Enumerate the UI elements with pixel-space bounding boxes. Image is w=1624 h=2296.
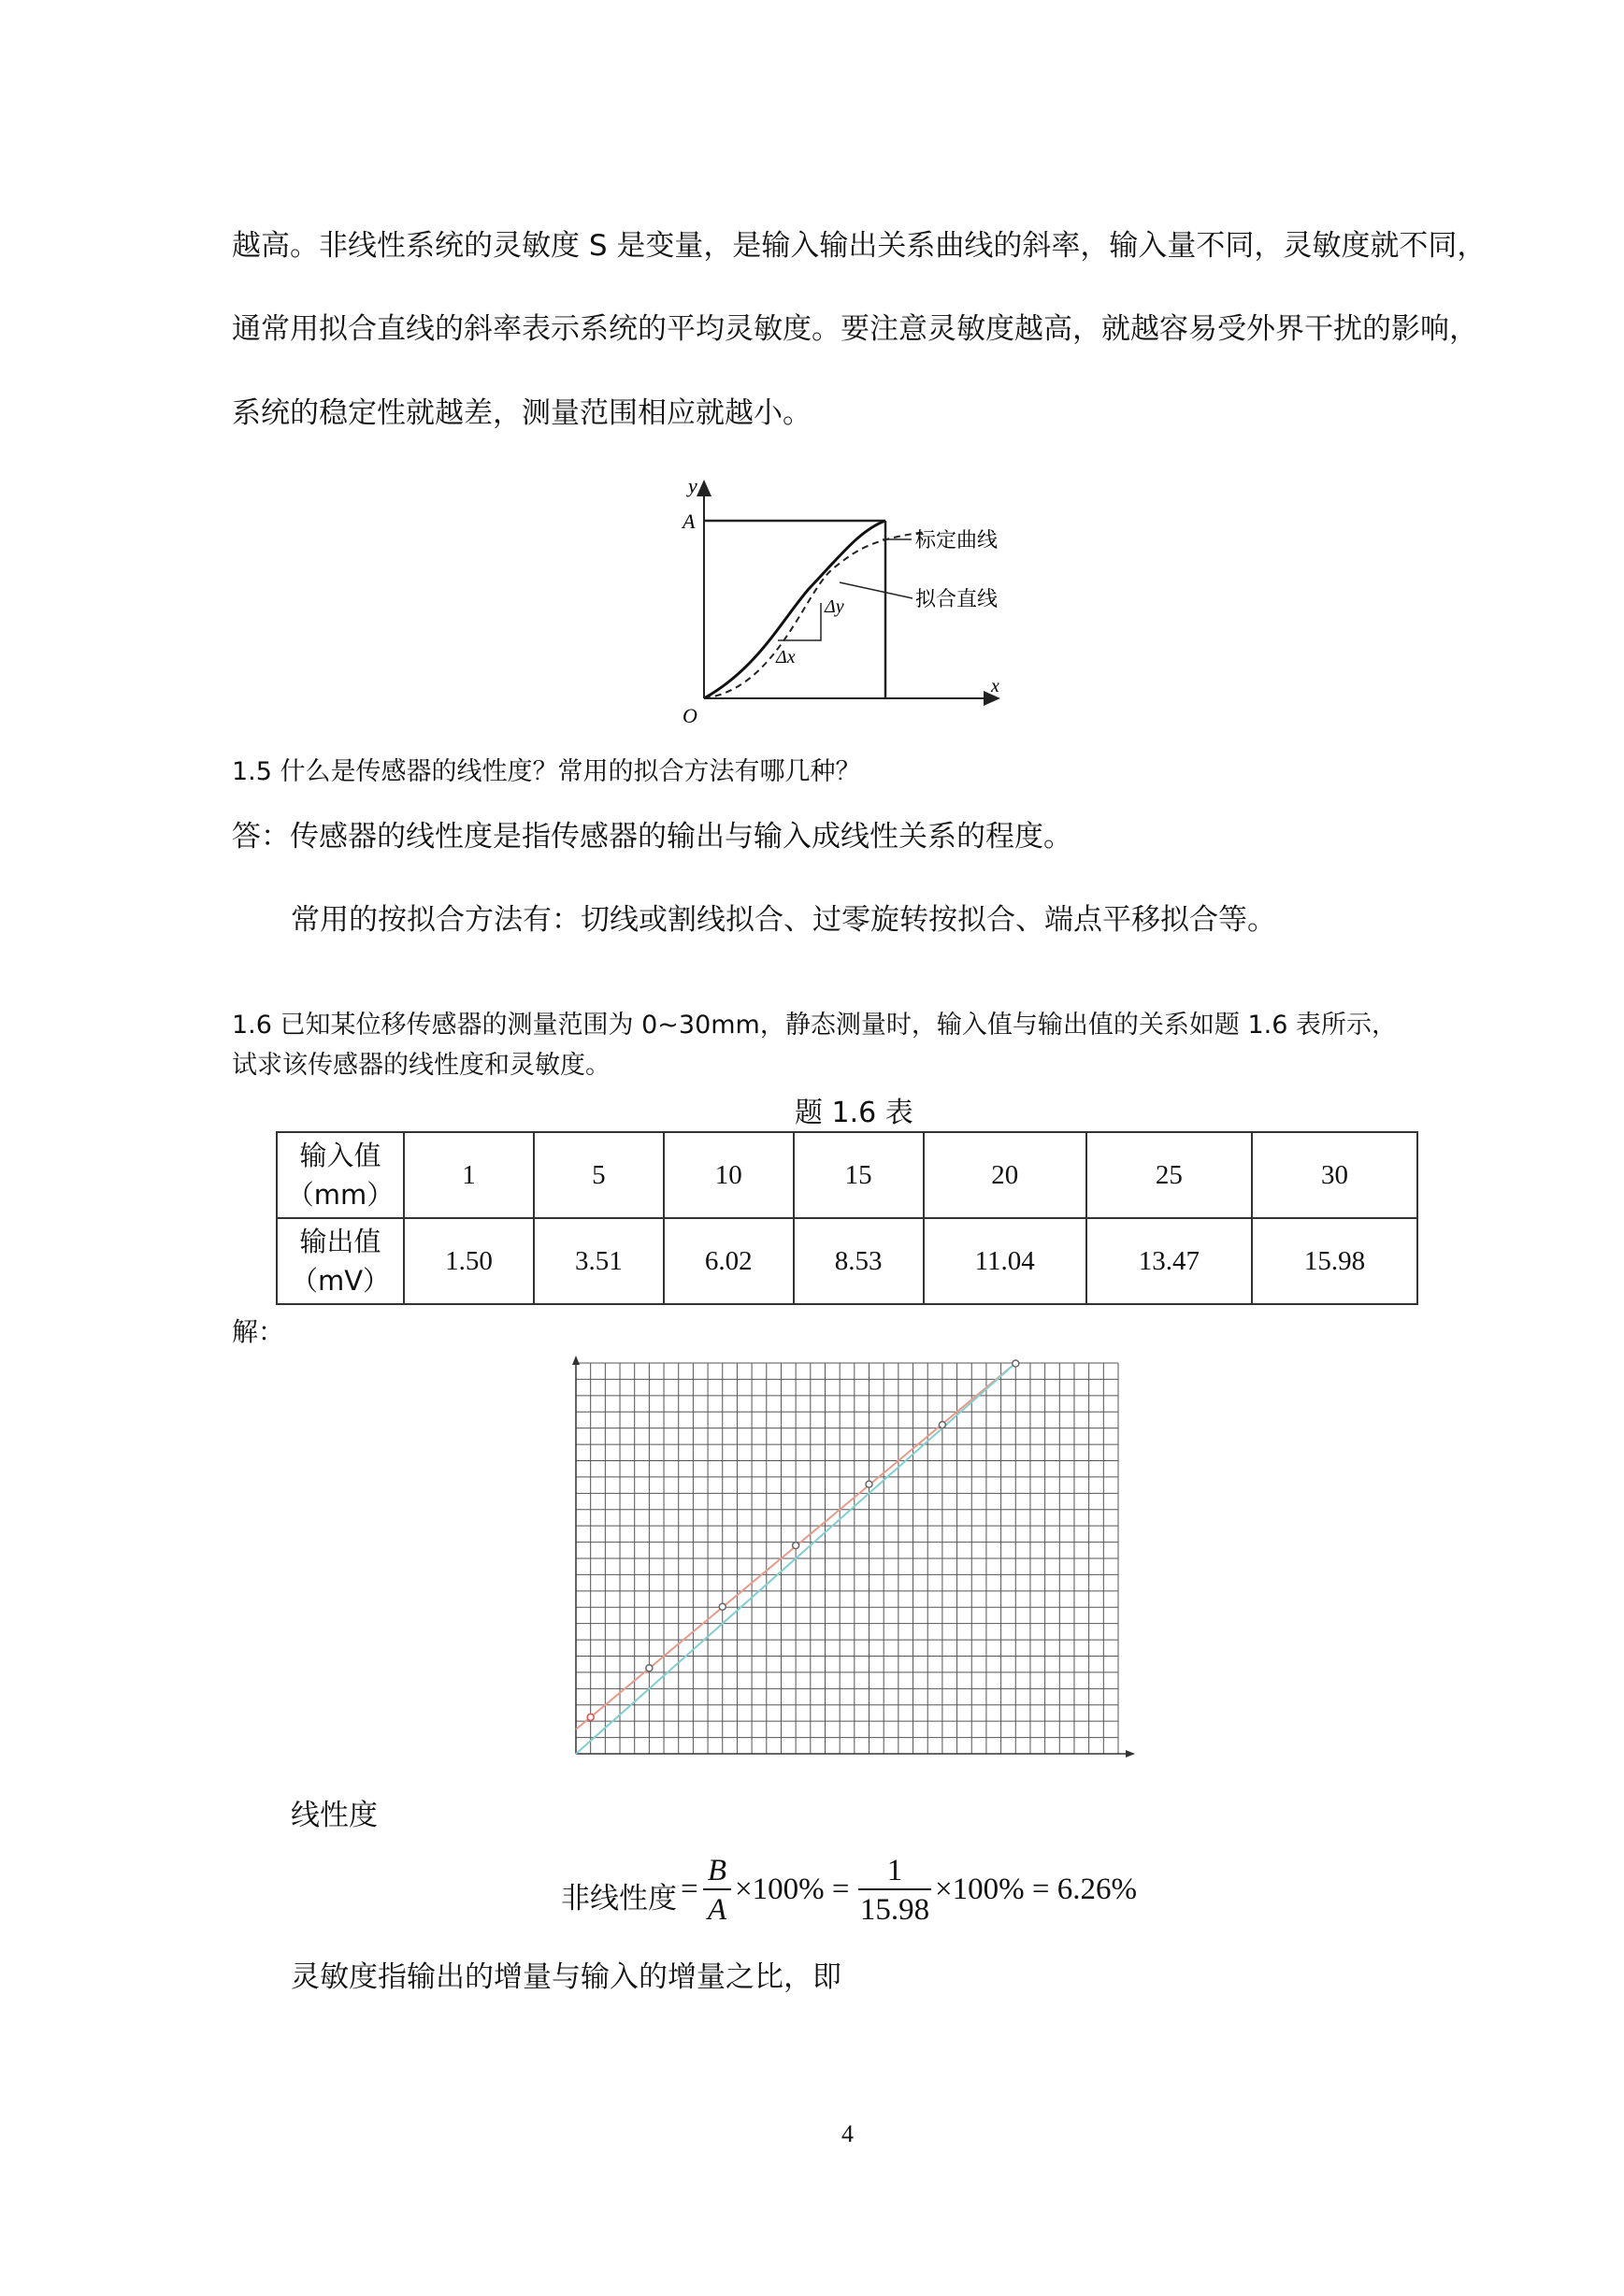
data-point xyxy=(866,1481,872,1487)
input-cell: 30 xyxy=(1252,1132,1417,1218)
data-point xyxy=(1013,1360,1019,1367)
input-cell: 25 xyxy=(1086,1132,1252,1218)
formula-numerator-1: 1 xyxy=(886,1854,903,1887)
sensitivity-text: 灵敏度指输出的增量与输入的增量之比，即 xyxy=(291,1960,841,1994)
page-number: 4 xyxy=(841,2120,854,2147)
input-header-cell xyxy=(277,1132,404,1218)
table-row-input xyxy=(277,1132,1417,1218)
output-cell: 6.02 xyxy=(664,1218,794,1304)
output-cell: 13.47 xyxy=(1086,1218,1252,1304)
input-cell: 1 xyxy=(404,1132,534,1218)
input-header-unit: （mm） xyxy=(286,1179,395,1211)
formula-lhs: 非线性度 xyxy=(561,1882,677,1916)
x-axis-arrow xyxy=(1126,1750,1135,1758)
input-cell: 15 xyxy=(794,1132,924,1218)
nonlinearity-formula xyxy=(561,1854,1159,1929)
data-point xyxy=(939,1422,945,1428)
x-axis-label: x xyxy=(991,676,999,696)
output-cell: 1.50 xyxy=(404,1218,534,1304)
output-cell: 3.51 xyxy=(534,1218,664,1304)
data-table xyxy=(276,1131,1418,1305)
paragraph-line-3: 系统的稳定性就越差，测量范围相应就越小。 xyxy=(232,396,812,430)
input-cell: 20 xyxy=(924,1132,1086,1218)
output-cell: 15.98 xyxy=(1252,1218,1417,1304)
input-cell: 5 xyxy=(534,1132,664,1218)
linearity-label: 线性度 xyxy=(291,1799,378,1832)
a-label: A xyxy=(683,509,696,533)
table-row-output xyxy=(277,1218,1417,1304)
data-point xyxy=(719,1603,726,1610)
y-axis-arrow xyxy=(572,1356,580,1365)
delta-y-label: Δy xyxy=(825,596,844,617)
answer-1-5-line-1: 答：传感器的线性度是指传感器的输出与输入成线性关系的程度。 xyxy=(232,820,1072,854)
output-cell: 8.53 xyxy=(794,1218,924,1304)
question-1-6-line-1: 1.6 已知某位移传感器的测量范围为 0~30mm，静态测量时，输入值与输出值的关系如题 1.6 表所示， xyxy=(232,1011,1397,1040)
data-point xyxy=(587,1714,594,1720)
input-cell: 10 xyxy=(664,1132,794,1218)
delta-x-label: Δx xyxy=(776,647,796,667)
output-header-unit: （mV） xyxy=(290,1265,391,1297)
linearity-chart xyxy=(561,1356,1141,1767)
calibration-curve-label: 标定曲线 xyxy=(915,529,999,552)
formula-denominator-a: A xyxy=(707,1893,727,1927)
table-caption: 题 1.6 表 xyxy=(795,1097,913,1129)
formula-numerator-b: B xyxy=(707,1854,727,1887)
data-point xyxy=(646,1665,653,1672)
formula-equals: = xyxy=(681,1873,698,1906)
input-header-label: 输入值 xyxy=(299,1140,381,1171)
output-header-label: 输出值 xyxy=(299,1226,381,1257)
solution-label: 解： xyxy=(232,1318,285,1347)
question-1-5: 1.5 什么是传感器的线性度？常用的拟合方法有哪几种？ xyxy=(232,757,861,786)
fitted-line-label: 拟合直线 xyxy=(915,588,999,611)
formula-fraction-bar-2 xyxy=(858,1888,931,1890)
output-header-cell xyxy=(277,1218,404,1304)
formula-times-100: ×100% = xyxy=(735,1873,850,1906)
paragraph-line-1: 越高。非线性系统的灵敏度 S 是变量，是输入输出关系曲线的斜率，输入量不同，灵敏度就不同， xyxy=(232,229,1487,263)
origin-label: O xyxy=(683,704,697,727)
answer-1-5-line-2: 常用的按拟合方法有：切线或割线拟合、过零旋转按拟合、端点平移拟合等。 xyxy=(291,903,1276,937)
y-axis-label: y xyxy=(688,474,697,497)
output-cell: 11.04 xyxy=(924,1218,1086,1304)
formula-denominator-15-98: 15.98 xyxy=(859,1893,930,1927)
fitted-line xyxy=(704,521,885,698)
paragraph-line-2: 通常用拟合直线的斜率表示系统的平均灵敏度。要注意灵敏度越高，就越容易受外界干扰的影响， xyxy=(232,312,1478,346)
question-1-6-line-2: 试求该传感器的线性度和灵敏度。 xyxy=(232,1051,611,1080)
formula-result: ×100% = 6.26% xyxy=(935,1873,1137,1906)
formula-fraction-bar-1 xyxy=(703,1888,731,1890)
calibration-figure xyxy=(673,472,1019,729)
data-point xyxy=(793,1543,799,1549)
